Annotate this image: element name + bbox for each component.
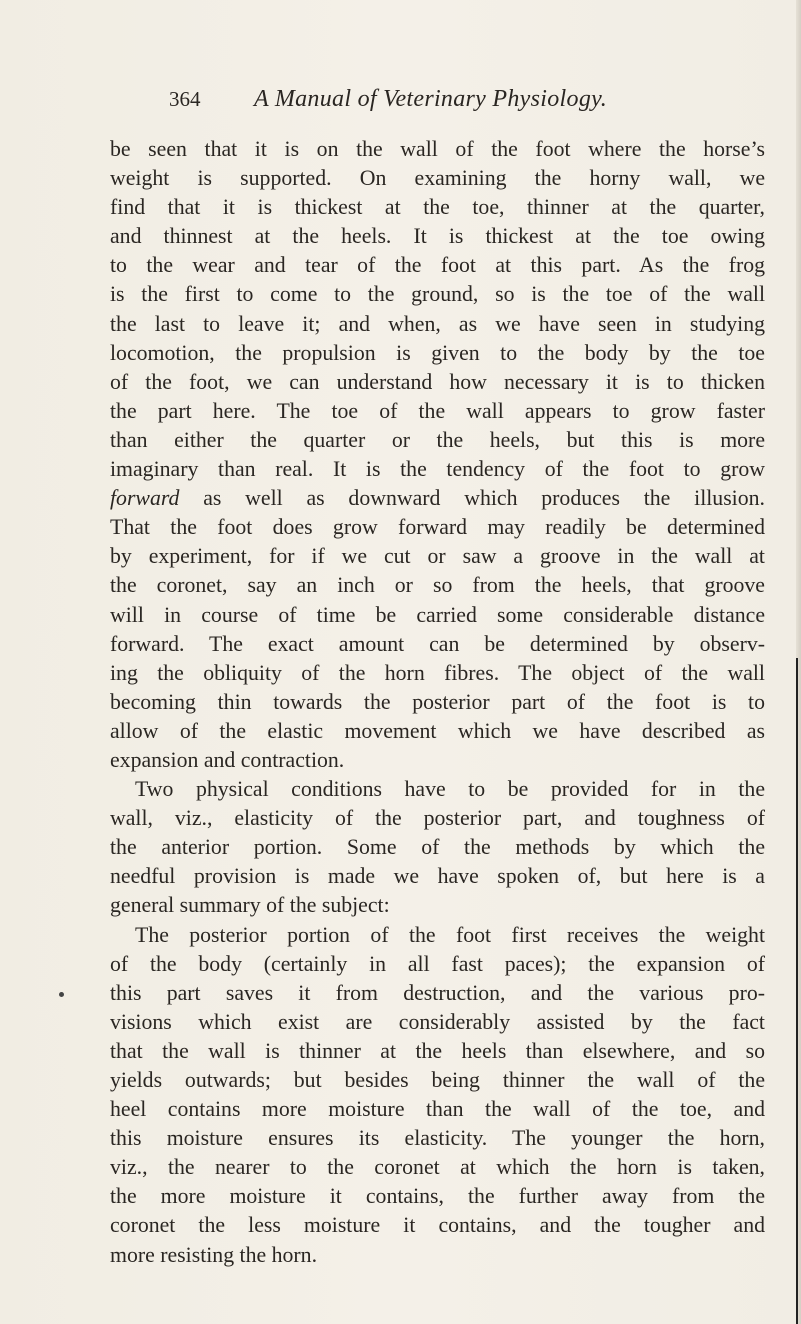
- text-line: of the foot, we can understand how necessary it is to thicken: [110, 369, 765, 394]
- margin-rule: [796, 658, 798, 1324]
- text-line: allow of the elastic movement which we have described as: [110, 718, 765, 743]
- text-line: that the wall is thinner at the heels than elsewhere, and so: [110, 1038, 765, 1063]
- text-line: weight is supported. On examining the horny wall, we: [110, 166, 765, 191]
- text-line: the more moisture it contains, the further away from the: [110, 1184, 765, 1209]
- text-line: is the first to come to the ground, so is the toe of the wall: [110, 282, 765, 307]
- text-line: yields outwards; but besides being thinner the wall of the: [110, 1068, 765, 1092]
- text-line: the part here. The toe of the wall appears to grow faster: [110, 398, 765, 423]
- text-line: be seen that it is on the wall of the foot where the horse’s: [110, 137, 765, 161]
- text-line: coronet the less moisture it contains, and the tougher and: [110, 1213, 765, 1238]
- text-line: Two physical conditions have to be provided for in the: [135, 777, 765, 802]
- text-line: forward. The exact amount can be determined by observ-: [110, 631, 765, 656]
- text-line: of the body (certainly in all fast paces); the expansion of: [110, 951, 765, 976]
- running-header: [169, 86, 608, 113]
- page-number: 364: [169, 87, 201, 111]
- margin-mark: [59, 992, 64, 997]
- text-line: visions which exist are considerably assisted by the fact: [110, 1009, 765, 1034]
- text-line: locomotion, the propulsion is given to the body by the toe: [110, 340, 765, 365]
- text-line: viz., the nearer to the coronet at which the horn is taken,: [110, 1155, 765, 1180]
- text-line: and thinnest at the heels. It is thickest at the toe owing: [110, 224, 765, 249]
- text-line-italic-start: [110, 484, 765, 513]
- paragraph-3: [110, 921, 765, 1270]
- text-line: needful provision is made we have spoken of, but here is a: [110, 864, 765, 889]
- text-line: imaginary than real. It is the tendency of the foot to grow: [110, 457, 765, 482]
- text-line: the coronet, say an inch or so from the heels, that groove: [110, 573, 765, 598]
- running-title: A Manual of Veterinary Physiology.: [254, 86, 608, 112]
- text-line: more resisting the horn.: [110, 1242, 318, 1267]
- text-line: expansion and contraction.: [110, 747, 345, 772]
- text-line: That the foot does grow forward may readily be determined: [110, 515, 765, 540]
- text-line: this moisture ensures its elasticity. The younger the horn,: [110, 1126, 765, 1151]
- text-line: becoming thin towards the posterior part of the foot is to: [110, 689, 765, 714]
- text-line: by experiment, for if we cut or saw a groove in the wall at: [110, 544, 765, 569]
- text-line: than either the quarter or the heels, but this is more: [110, 427, 765, 452]
- text-line: the last to leave it; and when, as we have seen in studying: [110, 311, 765, 336]
- text-line: to the wear and tear of the foot at this part. As the frog: [110, 253, 765, 278]
- text-line: this part saves it from destruction, and the various pro-: [110, 980, 765, 1005]
- text-fragment: as well as downward which produces the illusion.: [203, 486, 765, 511]
- text-line: The posterior portion of the foot first receives the weight: [135, 922, 765, 947]
- text-line: general summary of the subject:: [110, 893, 390, 918]
- text-line: the anterior portion. Some of the methods by which the: [110, 835, 765, 860]
- body-text: [110, 135, 765, 1270]
- italic-word: forward: [110, 486, 180, 511]
- text-line: ing the obliquity of the horn fibres. The object of the wall: [110, 660, 765, 685]
- paragraph-1: [110, 135, 765, 775]
- text-line: wall, viz., elasticity of the posterior part, and toughness of: [110, 806, 765, 831]
- text-line: find that it is thickest at the toe, thinner at the quarter,: [110, 195, 765, 220]
- text-line: heel contains more moisture than the wall of the toe, and: [110, 1097, 765, 1122]
- paragraph-2: [110, 775, 765, 920]
- text-line: will in course of time be carried some considerable distance: [110, 602, 765, 627]
